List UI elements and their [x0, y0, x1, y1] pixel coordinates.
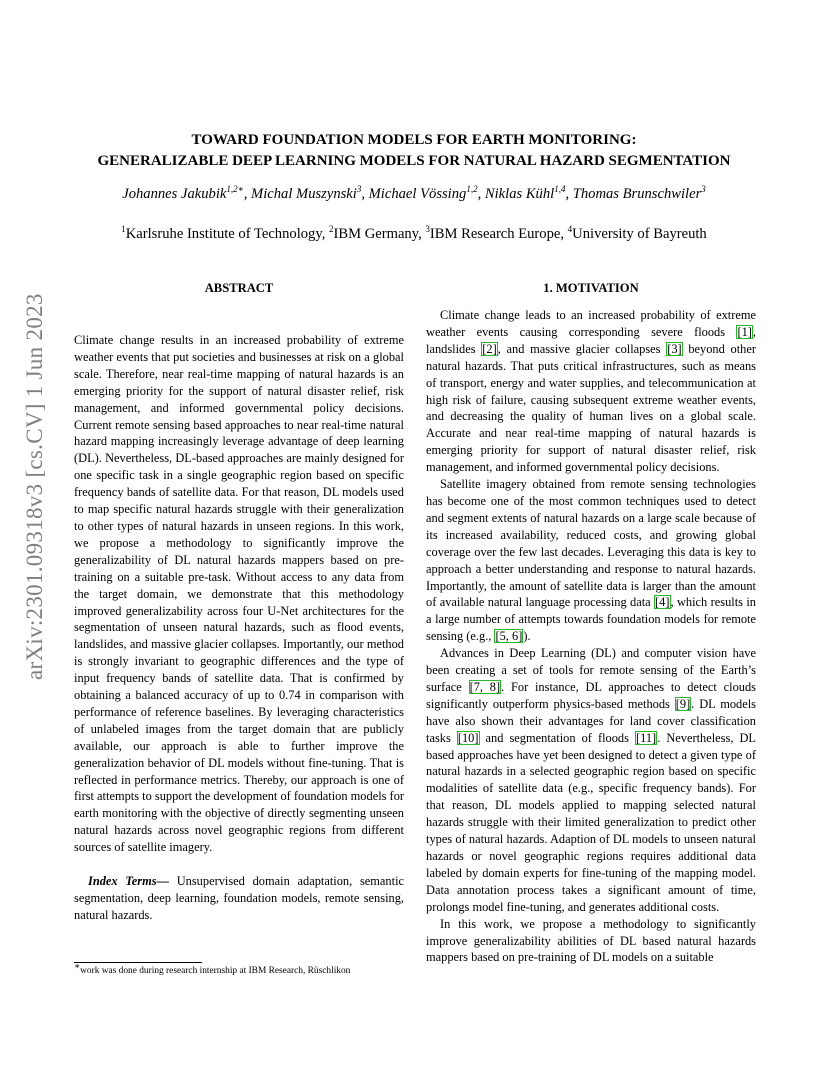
abstract-heading: ABSTRACT [204, 281, 274, 295]
paragraph-text: Satellite imagery obtained from remote sensing technologies has become one of the most common techniques used to detect and segment extents of natural hazards on a large scale because of its increased availability, reduced costs, and growing global coverage over the few last decades. Leveraging this data is key to approach a better understanding and response to natural hazards. Importantly, the amount of satellite data is larger than the amount of available natural language processing data [426, 477, 756, 610]
author-affiliation-mark: 1,2∗ [226, 184, 244, 195]
author-affiliation-mark: 3 [356, 184, 362, 195]
author-affiliation-mark: 3 [701, 184, 706, 195]
affiliation-mark: 1 [121, 224, 126, 235]
motivation-paragraph-3 [426, 645, 756, 916]
paragraph-text: . DL models have also shown their advantages for land cover classification tasks [426, 696, 756, 745]
citation-link[interactable]: [7, 8] [469, 679, 501, 694]
affiliation-name: Karlsruhe Institute of Technology [125, 226, 322, 242]
footnote [74, 961, 414, 977]
citation-link[interactable]: [3] [667, 341, 682, 356]
affiliation-name: University of Bayreuth [572, 226, 707, 242]
paragraph-text: In this work, we propose a methodology to significantly improve generalizability abilities of DL based natural hazards mappers based on pre-training of DL models on a suitable [426, 916, 756, 965]
citation-link[interactable]: [4] [655, 595, 670, 610]
abstract-section [74, 332, 404, 924]
index-terms-text: Unsupervised domain adaptation, semantic segmentation, deep learning, foundation models, remote sensing, natural hazards. [74, 874, 405, 922]
paragraph-text: and segmentation of floods [479, 730, 635, 745]
affiliation-mark: 4 [567, 224, 573, 235]
abstract-text: Climate change results in an increased probability of extreme weather events that put societies and businesses at risk on a global scale. Therefore, near real-time mapping of natural hazards is an emerging priority for the support of natural disaster relief, risk management, and informed governmental policy decisions. Current remote sensing based approaches to near real-time natural hazard mapping increasingly leverage advantage of deep learning (DL). Nevertheless, DL-based approaches are mainly designed for one specific task in a single geographic region based on specific frequency bands of satellite data. For that reason, DL models used to map specific natural hazards struggle with their generalization to other types of natural hazards in unseen regions. In this work, we propose a methodology to significantly improve the generalizability of DL natural hazards mappers based on pre-training on a suitable pre-task. Without access to any data from the target domain, we demonstrate that this methodology improved generalizability across four U-Net architectures for the segmentation of unseen natural hazards, such as flood events, landslides, and massive glacier collapses. Importantly, our method is strongly invariant to geographic differences and the type of input frequency bands of satellite data. That is confirmed by obtaining a balanced accuracy of up to 0.74 in comparison with performance of reference baselines. By leveraging characteristics of unlabeled images from the target domain that are publicly available, our approach is able to further improve the generalization behavior of DL models without fine-tuning. That is reflected in performance metrics. Thereby, our approach is one of first attempts to support the development of foundation models for earth monitoring with the objective of directly segmenting unseen natural hazards across novel geographic regions from different sources of satellite imagery. [74, 333, 405, 855]
affiliation-mark: 2 [329, 224, 334, 235]
author-name: Johannes Jakubik [122, 186, 227, 202]
motivation-paragraph-1 [426, 307, 756, 476]
author-list: Johannes Jakubik$^{1,2∗}$, Michal Muszynski$^3$, Michael Vössing$^{1,2}$, Niklas Kühl$^{1,4}$, Thomas Brunschwiler$^3$ [122, 184, 706, 202]
paragraph-text: . Nevertheless, DL based approaches have yet been designed to detect a given type of natural hazards in a selected geographic region based on specific modalities of satellite data (e.g., specific frequency bands). For that reason, DL models applied to mapping selected natural hazards struggle with their limited generalization to predict other types of natural hazards. Adaption of DL models to unseen natural hazards or novel geographic regions requires additional data labeled by domain experts for fine-tuning of the mapping model. Data annotation process takes a significant amount of time, prolongs model fine-tuning, and generates additional costs. [426, 730, 756, 914]
paragraph-text: , which results in a large number of attempts towards foundation models for remote sensing (e.g., [426, 595, 756, 644]
footnote-divider [74, 962, 202, 963]
affiliation-name: IBM Germany [333, 226, 419, 242]
footnote-text: work was done during research internship at IBM Research, Rüschlikon [80, 966, 351, 977]
paragraph-text: Advances in Deep Learning (DL) and computer vision have been creating a set of tools for remote sensing of the Earth’s surface [426, 646, 756, 694]
author-affiliation-mark: 1,4 [554, 184, 566, 195]
title-line-2: GENERALIZABLE DEEP LEARNING MODELS FOR NATURAL HAZARD SEGMENTATION [97, 153, 731, 169]
citation-link[interactable]: [11] [636, 730, 657, 745]
citation-link[interactable]: [9] [675, 696, 691, 711]
author-affiliation-mark: 1,2 [466, 184, 478, 195]
paragraph-text: , and massive glacier collapses [497, 341, 667, 356]
motivation-heading: 1. MOTIVATION [543, 281, 639, 295]
paragraph-text: Climate change leads to an increased probability of extreme weather events causing corresponding severe floods [426, 308, 756, 339]
index-terms-label: Index Terms— [88, 874, 169, 889]
citation-link[interactable]: [5, 6] [495, 629, 523, 644]
author-name: Michael Vössing [368, 186, 467, 202]
citation-link[interactable]: [10] [457, 730, 479, 745]
motivation-body [426, 307, 756, 966]
paragraph-text: , landslides [426, 324, 756, 356]
affiliation-list: $^1$Karlsruhe Institute of Technology, $^2$IBM Germany, $^3$IBM Research Europe, $^4$University of Bayreuth [121, 224, 707, 242]
citation-link[interactable]: [1] [737, 324, 752, 339]
author-name: Niklas Kühl [484, 186, 555, 202]
affiliation-mark: 3 [425, 224, 430, 235]
author-name: Thomas Brunschwiler [572, 186, 702, 202]
index-terms [74, 873, 404, 924]
footnote-mark: ∗ [74, 961, 81, 971]
motivation-paragraph-2 [426, 476, 756, 645]
paragraph-text: ). [523, 629, 531, 644]
arxiv-identifier: arXiv:2301.09318v3 [cs.CV] 1 Jun 2023 [22, 293, 47, 680]
citation-link[interactable]: [2] [482, 341, 497, 356]
author-name: Michal Muszynski [251, 186, 357, 202]
paragraph-text: beyond other natural hazards. That puts critical infrastructures, such as means of transport, energy and water supplies, and telecommunication at high risk of failure, causing subsequent extreme weather events, and decreasing the quality of human lives on a global scale. Accurate and near real-time mapping of natural hazards is emerging priority for support of natural disaster relief, risk management, and informed governmental policy decisions. [426, 341, 756, 475]
paper-title [60, 130, 768, 172]
affiliation-name: IBM Research Europe [429, 226, 561, 242]
motivation-paragraph-4 [426, 916, 756, 967]
title-line-1: TOWARD FOUNDATION MODELS FOR EARTH MONITORING: [191, 132, 637, 148]
paragraph-text: . For instance, DL approaches to detect clouds significantly outperform physics-based methods [426, 679, 756, 711]
